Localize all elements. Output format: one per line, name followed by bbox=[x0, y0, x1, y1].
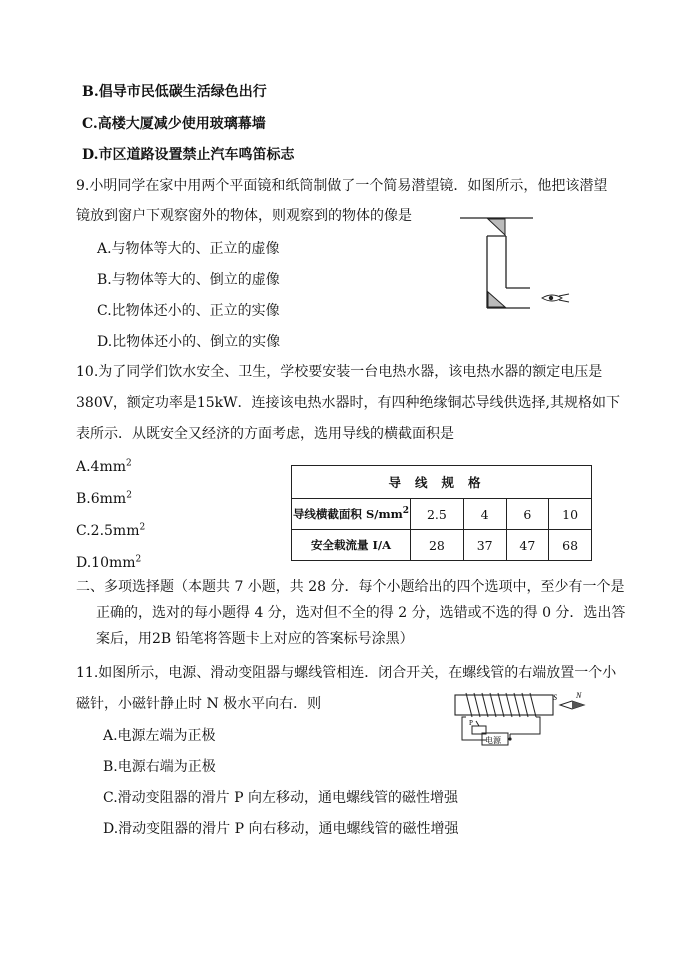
periscope-figure bbox=[455, 212, 580, 322]
table-cell: 68 bbox=[549, 530, 592, 561]
table-cell: 10 bbox=[549, 499, 592, 530]
s-pole-label: S bbox=[553, 693, 557, 702]
q11-option-a: A.电源左端为正极 bbox=[103, 728, 216, 744]
table-header: 导线规格 bbox=[292, 466, 592, 499]
bottom-mirror bbox=[488, 292, 505, 307]
q9-option-b: B.与物体等大的、倒立的虚像 bbox=[97, 272, 280, 288]
q9-option-d: D.比物体还小的、倒立的实像 bbox=[97, 334, 281, 350]
q11-stem-line1: 11.如图所示，电源、滑动变阻器与螺线管相连．闭合开关，在螺线管的右端放置一个小 bbox=[76, 665, 617, 681]
q10-stem-line1: 10.为了同学们饮水安全、卫生，学校要安装一台电热水器，该电热水器的额定电压是 bbox=[76, 364, 603, 380]
q9-stem-line2: 镜放到窗户下观察窗外的物体，则观察到的物体的像是 bbox=[76, 208, 412, 224]
q10-stem-line3: 表所示．从既安全又经济的方面考虑，选用导线的横截面积是 bbox=[76, 426, 454, 442]
table-cell: 2.5 bbox=[411, 499, 464, 530]
row-label-area: 导线横截面积 $S/mm^2$ bbox=[292, 499, 411, 530]
section2-line3: 案后，用2B 铅笔将答题卡上对应的答案标号涂黑） bbox=[96, 631, 414, 647]
q11-option-b: B.电源右端为正极 bbox=[103, 759, 216, 775]
q8-option-c: C.高楼大厦减少使用玻璃幕墙 bbox=[82, 116, 266, 132]
top-mirror bbox=[488, 219, 505, 235]
n-pole-label: N bbox=[576, 691, 582, 700]
q10-option-d: $D.10mm^2$ bbox=[76, 554, 142, 571]
table-cell: 47 bbox=[506, 530, 549, 561]
solenoid-coil bbox=[466, 693, 536, 717]
q11-option-d: D.滑动变阻器的滑片 P 向右移动，通电螺线管的磁性增强 bbox=[103, 821, 459, 837]
section2-line1: 二、多项选择题（本题共 7 小题，共 28 分．每个小题给出的四个选项中，至少有一个是 bbox=[76, 579, 625, 595]
table-cell: 4 bbox=[463, 499, 506, 530]
table-cell: 37 bbox=[463, 530, 506, 561]
q9-stem-line1: 9.小明同学在家中用两个平面镜和纸筒制做了一个简易潜望镜．如图所示，他把该潜望 bbox=[76, 178, 608, 194]
q11-option-c: C.滑动变阻器的滑片 P 向左移动，通电螺线管的磁性增强 bbox=[103, 790, 458, 806]
section2-line2: 正确的，选对的每小题得 4 分，选对但不全的得 2 分，选错或不选的得 0 分．选出答 bbox=[96, 605, 626, 621]
slider-p bbox=[476, 721, 479, 726]
q11-stem-line2: 磁针，小磁针静止时 N 极水平向右．则 bbox=[76, 696, 322, 712]
solenoid-circuit-figure bbox=[452, 688, 602, 750]
table-row bbox=[292, 530, 592, 561]
q8-option-b: B.倡导市民低碳生活绿色出行 bbox=[82, 84, 267, 100]
q10-stem-line2: 380V，额定功率是15kW．连接该电热水器时，有四种绝缘铜芯导线供选择,其规格如下 bbox=[76, 395, 620, 411]
wire-spec-table bbox=[291, 465, 592, 561]
q10-option-c: $C.2.5mm^2$ bbox=[76, 522, 146, 539]
q10-option-a: $A.4mm^2$ bbox=[76, 458, 132, 475]
q9-option-a: A.与物体等大的、正立的虚像 bbox=[97, 241, 280, 257]
row-label-current: 安全载流量 I/A bbox=[292, 530, 411, 561]
table-row bbox=[292, 499, 592, 530]
table-cell: 6 bbox=[506, 499, 549, 530]
q8-option-d: D.市区道路设置禁止汽车鸣笛标志 bbox=[82, 147, 295, 163]
solenoid-core bbox=[455, 695, 553, 715]
power-source-label: 电源 bbox=[485, 736, 501, 745]
q10-option-b: $B.6mm^2$ bbox=[76, 490, 132, 507]
p-label: P bbox=[469, 719, 473, 727]
table-cell: 28 bbox=[411, 530, 464, 561]
q9-option-c: C.比物体还小的、正立的实像 bbox=[97, 303, 280, 319]
